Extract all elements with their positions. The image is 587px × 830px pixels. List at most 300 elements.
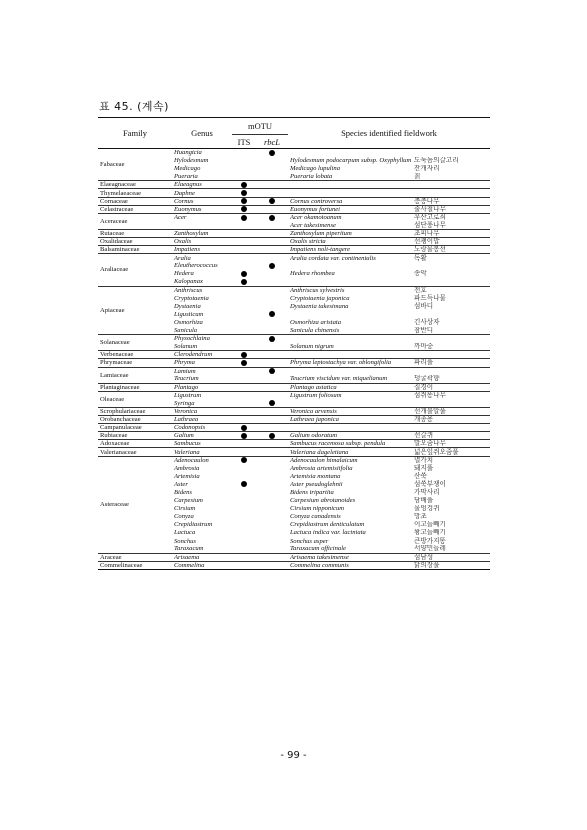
korean-name-cell: 개종용	[412, 416, 490, 424]
family-cell: Lamiaceae	[98, 367, 172, 383]
rbcl-cell	[256, 553, 288, 561]
genus-cell: Medicago	[174, 165, 201, 173]
species-cell: Euonymus fortunei	[288, 205, 412, 213]
genus-cell: Plantago	[172, 383, 232, 391]
korean-name-cell: 칡	[412, 173, 490, 181]
species-cell	[288, 310, 412, 318]
table-row	[98, 408, 490, 416]
table-row	[98, 286, 490, 294]
species-cell: Cryptotaenia japonica	[290, 294, 350, 302]
species-cell: Lathraea japonica	[288, 416, 412, 424]
table-row	[98, 416, 490, 424]
presence-dot-icon	[241, 206, 247, 212]
species-cell: Solanum nigrum	[288, 343, 412, 351]
rbcl-cell	[256, 391, 288, 399]
species-cell: Medicago lupulina	[290, 165, 340, 173]
rbcl-cell	[256, 513, 288, 521]
table-row	[98, 213, 490, 221]
table-body	[98, 149, 490, 570]
korean-name-cell: 긴사상자	[414, 318, 440, 327]
header-genus: Genus	[191, 128, 213, 138]
presence-dot-icon	[269, 433, 275, 439]
rbcl-cell	[256, 383, 288, 391]
genus-cell: Oxalis	[172, 238, 232, 246]
table-row	[98, 367, 490, 375]
genus-cell: Veronica	[172, 408, 232, 416]
its-cell	[232, 149, 256, 157]
genus-cell: Anthriscus	[174, 286, 203, 294]
presence-dot-icon	[241, 433, 247, 439]
rbcl-cell	[256, 464, 288, 472]
rbcl-cell	[256, 302, 288, 310]
family-cell: Cornaceae	[98, 197, 172, 205]
its-cell	[232, 391, 256, 399]
presence-dot-icon	[241, 360, 247, 366]
genus-cell: Lathraea	[172, 416, 232, 424]
korean-name-cell: 송악	[414, 269, 427, 278]
korean-name-cell	[412, 262, 490, 270]
korean-name-cell: 왕고들빼기	[414, 528, 446, 537]
rbcl-cell	[256, 440, 288, 448]
its-cell	[232, 327, 256, 335]
its-cell	[232, 545, 256, 553]
species-cell: Taraxacum officinale	[288, 545, 412, 553]
rbcl-cell	[256, 246, 288, 254]
species-cell: Sanicula chinensis	[288, 327, 412, 335]
genus-cell: Ligustrum	[174, 392, 202, 400]
presence-dot-icon	[269, 215, 275, 221]
its-cell	[232, 335, 256, 343]
rbcl-cell	[256, 488, 288, 496]
genus-cell: Ligusticum	[174, 310, 204, 318]
family-cell: Scrophulariaceae	[98, 408, 172, 416]
table-row	[98, 432, 490, 440]
korean-name-cell: 선갈퀴	[412, 432, 490, 440]
korean-name-cell: 노랑물봉선	[412, 246, 490, 254]
rbcl-cell	[256, 497, 288, 505]
table-row	[98, 561, 490, 569]
korean-name-cell: 참반디	[412, 327, 490, 335]
species-cell: Osmorhiza aristata	[290, 319, 341, 327]
its-cell	[232, 529, 256, 537]
korean-name-cell: 우산고로쇠	[414, 213, 446, 222]
its-cell	[232, 173, 256, 181]
rbcl-cell	[256, 262, 288, 270]
korean-name-cell: 섬남성	[412, 553, 490, 561]
its-cell	[232, 262, 256, 270]
genus-cell: Lamium	[174, 367, 196, 375]
korean-name-cell	[412, 310, 490, 318]
genus-cell: Zanthoxylum	[172, 229, 232, 237]
species-cell: Veronica arvensis	[288, 408, 412, 416]
its-cell	[232, 505, 256, 513]
species-cell: Acer takesimense	[288, 221, 412, 229]
its-cell	[232, 464, 256, 472]
its-cell	[232, 448, 256, 456]
genus-cell: Hedera	[174, 270, 194, 278]
rbcl-cell	[256, 189, 288, 197]
family-cell: Aceraceae	[98, 213, 172, 229]
its-cell	[232, 537, 256, 545]
species-cell	[288, 367, 412, 375]
korean-name-cell: 선괭이밥	[412, 238, 490, 246]
species-cell: Sambucus racemosa subsp. pendula	[288, 440, 412, 448]
genus-cell: Commelina	[172, 561, 232, 569]
its-cell	[232, 408, 256, 416]
species-cell: Pueraria lobata	[288, 173, 412, 181]
header-its: ITS	[237, 136, 251, 147]
rbcl-cell	[256, 229, 288, 237]
rbcl-cell	[256, 327, 288, 335]
species-cell	[288, 278, 412, 286]
korean-name-cell	[412, 278, 490, 286]
table-row	[98, 254, 490, 262]
table-row	[98, 181, 490, 189]
genus-cell: Artemisia	[174, 472, 200, 480]
genus-cell: Elaeagnus	[172, 181, 232, 189]
rbcl-cell	[256, 521, 288, 529]
genus-cell: Bidens	[174, 488, 192, 496]
its-cell	[232, 480, 256, 488]
rbcl-cell	[256, 545, 288, 553]
genus-cell: Codonopsis	[172, 424, 232, 432]
korean-name-cell: 이고들빼기	[414, 520, 446, 529]
genus-cell: Aralia	[174, 254, 191, 262]
genus-cell: Physochlaina	[174, 335, 210, 343]
its-cell	[232, 416, 256, 424]
its-cell	[232, 221, 256, 229]
its-cell	[232, 238, 256, 246]
genus-cell: Carpesium	[174, 497, 203, 505]
header-family: Family	[122, 128, 148, 138]
family-cell: Adoxaceae	[98, 440, 172, 448]
its-cell	[232, 213, 256, 221]
korean-name-cell	[412, 335, 490, 343]
genus-cell: Sonchus	[174, 537, 196, 545]
header-species: Species identified fieldwork	[341, 128, 437, 138]
korean-name-cell: 말오줌나무	[412, 440, 490, 448]
family-cell: Araliaceae	[98, 254, 172, 286]
korean-name-cell: 층층나무	[412, 197, 490, 205]
korean-name-cell	[412, 149, 490, 157]
species-cell: Ligustrum foliosum	[290, 392, 342, 400]
korean-name-cell	[412, 181, 490, 189]
korean-name-cell	[412, 189, 490, 197]
presence-dot-icon	[269, 368, 275, 374]
rbcl-cell	[256, 335, 288, 343]
rbcl-cell	[256, 480, 288, 488]
genus-cell: Eleutherococcus	[174, 262, 218, 270]
presence-dot-icon	[241, 352, 247, 358]
rbcl-cell	[256, 375, 288, 383]
its-cell	[232, 521, 256, 529]
presence-dot-icon	[269, 263, 275, 269]
rbcl-cell	[256, 408, 288, 416]
species-cell: Zanthoxylum piperitum	[288, 229, 412, 237]
table-row	[98, 189, 490, 197]
table-row	[98, 197, 490, 205]
its-cell	[232, 424, 256, 432]
presence-dot-icon	[241, 182, 247, 188]
its-cell	[232, 189, 256, 197]
family-cell: Rutaceae	[98, 229, 172, 237]
genus-cell: Ambrosia	[174, 464, 200, 472]
species-cell: Ambrosia artemisiifolia	[290, 464, 353, 472]
genus-cell: Pueraria	[172, 173, 232, 181]
rbcl-cell	[256, 416, 288, 424]
korean-name-cell: 서양민들레	[412, 545, 490, 553]
korean-name-cell: 줄사철나무	[412, 205, 490, 213]
its-cell	[232, 197, 256, 205]
genus-cell: Euonymus	[172, 205, 232, 213]
its-cell	[232, 553, 256, 561]
rbcl-cell	[256, 456, 288, 464]
rbcl-cell	[256, 359, 288, 367]
its-cell	[232, 246, 256, 254]
its-cell	[232, 383, 256, 391]
species-cell: Hylodesmum podocarpum subsp. Oxyphyllum	[290, 157, 412, 165]
presence-dot-icon	[241, 215, 247, 221]
korean-name-cell: 섬쑥부쟁이	[414, 480, 446, 488]
presence-dot-icon	[269, 336, 275, 342]
species-cell: Aralia cordata var. continentalis	[290, 254, 376, 262]
korean-name-cell: 담배풀	[414, 496, 434, 505]
genus-cell: Taraxacum	[172, 545, 232, 553]
genus-cell: Aster	[174, 480, 188, 488]
its-cell	[232, 318, 256, 326]
presence-dot-icon	[241, 271, 247, 277]
rbcl-cell	[256, 351, 288, 359]
species-cell: Bidens tripartita	[290, 488, 334, 496]
genus-cell	[172, 221, 232, 229]
species-cell: Acer okamotoanum	[290, 214, 342, 222]
rbcl-cell	[256, 399, 288, 407]
korean-name-cell: 가막사리	[414, 488, 440, 496]
genus-cell: Cornus	[172, 197, 232, 205]
rbcl-cell	[256, 537, 288, 545]
rbcl-cell	[256, 505, 288, 513]
page-number: - 99 -	[280, 750, 307, 761]
genus-cell: Syringa	[172, 399, 232, 407]
genus-cell: Cirsium	[174, 505, 196, 513]
family-cell: Campanulaceae	[98, 424, 172, 432]
korean-name-cell: 망초	[414, 512, 427, 521]
species-cell: Valeriana dageletiana	[288, 448, 412, 456]
genus-cell: Osmorhiza	[174, 319, 203, 327]
rbcl-cell	[256, 310, 288, 318]
species-cell: Oxalis stricta	[288, 238, 412, 246]
family-cell: Oxalidaceae	[98, 238, 172, 246]
its-cell	[232, 278, 256, 286]
rbcl-cell	[256, 254, 288, 262]
korean-name-cell: 질경이	[412, 383, 490, 391]
rbcl-cell	[256, 318, 288, 326]
table-row	[98, 205, 490, 213]
species-cell	[288, 351, 412, 359]
korean-name-cell	[412, 424, 490, 432]
its-cell	[232, 375, 256, 383]
family-cell: Valerianaceae	[98, 448, 172, 456]
genus-cell: Daphne	[172, 189, 232, 197]
korean-name-cell: 넓은잎쥐오줌풀	[412, 448, 490, 456]
species-cell	[288, 189, 412, 197]
species-cell: Anthriscus sylvestris	[290, 286, 345, 294]
its-cell	[232, 302, 256, 310]
species-cell: Crepidiastrum denticulatum	[290, 521, 365, 529]
species-cell: Conyza canadensis	[290, 513, 341, 521]
korean-name-cell: 멸가치	[414, 456, 434, 464]
species-cell: Lactuca indica var. laciniata	[290, 529, 366, 537]
family-cell: Fabaceae	[98, 149, 172, 181]
its-cell	[232, 440, 256, 448]
its-cell	[232, 513, 256, 521]
table-row	[98, 456, 490, 464]
its-cell	[232, 472, 256, 480]
species-cell	[288, 149, 412, 157]
genus-cell: Conyza	[174, 513, 194, 521]
rbcl-cell	[256, 472, 288, 480]
species-cell: Phryma leptostachya var. oblongifolia	[288, 359, 412, 367]
korean-name-cell: 돼지풀	[414, 464, 434, 472]
species-cell: Sonchus asper	[290, 537, 329, 545]
korean-name-cell: 까마중	[412, 343, 490, 351]
genus-cell: Sambucus	[172, 440, 232, 448]
genus-cell: Sanicula	[172, 327, 232, 335]
its-cell	[232, 343, 256, 351]
species-cell: Aster pseudoglehnii	[290, 480, 343, 488]
its-cell	[232, 229, 256, 237]
family-cell: Asteraceae	[98, 456, 172, 553]
presence-dot-icon	[241, 457, 247, 463]
table-caption: 표 45. (계속)	[99, 100, 169, 113]
presence-dot-icon	[269, 150, 275, 156]
korean-name-cell: 파리풀	[412, 359, 490, 367]
its-cell	[232, 205, 256, 213]
genus-cell: Acer	[174, 214, 187, 222]
species-cell: Cornus controversa	[288, 197, 412, 205]
genus-cell: Lactuca	[174, 529, 196, 537]
family-cell: Celastraceae	[98, 205, 172, 213]
its-cell	[232, 561, 256, 569]
genus-cell: Kalopanax	[172, 278, 232, 286]
genus-cell: Adenocaulon	[174, 456, 209, 464]
species-cell: Commelina communis	[288, 561, 412, 569]
its-cell	[232, 254, 256, 262]
presence-dot-icon	[241, 425, 247, 431]
its-cell	[232, 286, 256, 294]
korean-name-cell: 큰방가지똥	[414, 537, 446, 545]
korean-name-cell	[412, 399, 490, 407]
korean-name-cell: 선개불알풀	[412, 408, 490, 416]
species-cell: Galium odoratum	[288, 432, 412, 440]
table-row	[98, 440, 490, 448]
species-cell: Adenocaulon himalaicum	[290, 456, 358, 464]
family-cell: Apiaceae	[98, 286, 172, 335]
family-cell: Rubiaceae	[98, 432, 172, 440]
table-row	[98, 335, 490, 343]
species-cell: Carpesium abrotanoides	[290, 497, 356, 505]
rbcl-cell	[256, 238, 288, 246]
genus-cell: Galium	[172, 432, 232, 440]
korean-name-cell: 파드득나물	[414, 294, 446, 302]
species-cell: Teucrium viscidum var. miquelianum	[288, 375, 412, 383]
rbcl-cell	[256, 561, 288, 569]
table-row	[98, 149, 490, 157]
its-cell	[232, 456, 256, 464]
species-cell: Arisaema takesimense	[288, 553, 412, 561]
rbcl-cell	[256, 181, 288, 189]
family-cell: Verbenaceae	[98, 351, 172, 359]
family-cell: Plantaginaceae	[98, 383, 172, 391]
species-cell: Plantago asiatica	[288, 383, 412, 391]
family-cell: Elaeagnaceae	[98, 181, 172, 189]
rbcl-cell	[256, 367, 288, 375]
rbcl-cell	[256, 278, 288, 286]
table-row	[98, 383, 490, 391]
korean-name-cell: 섬쥐똥나무	[414, 391, 446, 400]
rbcl-cell	[256, 221, 288, 229]
presence-dot-icon	[241, 279, 247, 285]
its-cell	[232, 165, 256, 173]
korean-name-cell: 도둑놈의갈고리	[414, 156, 459, 165]
korean-name-cell: 닭의장풀	[412, 561, 490, 569]
korean-name-cell: 독활	[414, 253, 427, 262]
family-cell: Balsaminaceae	[98, 246, 172, 254]
korean-name-cell: 초피나무	[412, 229, 490, 237]
rbcl-cell	[256, 197, 288, 205]
genus-cell: Dystaenia	[174, 302, 201, 310]
its-cell	[232, 294, 256, 302]
genus-cell: Impatiens	[172, 246, 232, 254]
species-cell: Impatiens noli-tangere	[288, 246, 412, 254]
presence-dot-icon	[269, 198, 275, 204]
presence-dot-icon	[269, 311, 275, 317]
table-row	[98, 246, 490, 254]
rbcl-cell	[256, 294, 288, 302]
its-cell	[232, 359, 256, 367]
rbcl-cell	[256, 529, 288, 537]
species-table	[98, 117, 490, 570]
korean-name-cell: 물엉겅퀴	[414, 504, 440, 513]
genus-cell: Arisaema	[172, 553, 232, 561]
table-row	[98, 359, 490, 367]
genus-cell: Valeriana	[172, 448, 232, 456]
its-cell	[232, 497, 256, 505]
its-cell	[232, 488, 256, 496]
presence-dot-icon	[269, 400, 275, 406]
rbcl-cell	[256, 213, 288, 221]
genus-cell: Teucrium	[172, 375, 232, 383]
species-cell	[288, 399, 412, 407]
korean-name-cell	[412, 351, 490, 359]
presence-dot-icon	[241, 190, 247, 196]
table-row	[98, 448, 490, 456]
table-row	[98, 238, 490, 246]
genus-cell: Phryma	[172, 359, 232, 367]
species-cell: Dystaenia takesimana	[290, 302, 349, 310]
species-cell	[288, 335, 412, 343]
table-row	[98, 424, 490, 432]
table-row	[98, 553, 490, 561]
family-cell: Solanaceae	[98, 335, 172, 351]
rbcl-cell	[256, 165, 288, 173]
its-cell	[232, 367, 256, 375]
family-cell: Oleaceae	[98, 391, 172, 407]
family-cell: Thymelaeaceae	[98, 189, 172, 197]
korean-name-cell: 섬바디	[414, 302, 434, 310]
species-cell: Hedera rhombea	[290, 270, 335, 278]
table-row	[98, 351, 490, 359]
